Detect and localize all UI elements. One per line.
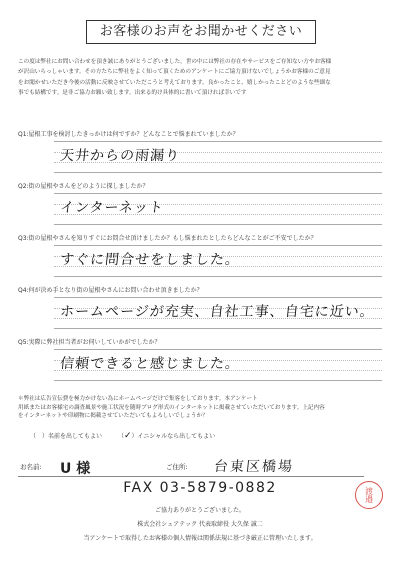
answer-box [54, 141, 382, 173]
question-3 [18, 235, 382, 277]
note-line: ＊弊社は広告宣伝費を極力かけない為にホームページだけで集客をしております。本アンケート [18, 396, 258, 402]
handwritten-answer: ホームページが充実、自社工事、自宅に近い。 [59, 304, 376, 320]
footer-company: 株式会社シェアテック 代表取締役 大久保 誠二 [137, 521, 263, 528]
handwritten-answer: インターネット [59, 200, 165, 216]
address-value: 台東区橋場 [213, 459, 295, 475]
choice-name-ok[interactable]: （ ）名前を出してもよい [30, 433, 103, 440]
question-label: Q4:何が決め手となり街の屋根やさんにお問い合わせ頂きましたか？ [18, 287, 203, 294]
answer-box [54, 297, 382, 329]
question-1 [18, 131, 382, 173]
answer-box [54, 349, 382, 381]
publication-note [18, 395, 384, 421]
question-label: Q5:実際に弊社担当者がお伺いしていかがでしたか？ [18, 339, 161, 346]
note-line: 用紙またはお客様宅の調査風景や施工状況を随時ブログ形式のインターネットに掲載させていただいております。上記内容 [18, 404, 325, 411]
seal-text: 渡邉 [364, 487, 374, 503]
customer-info-row [18, 458, 364, 477]
intro-line: 事でも結構です。是非ご協力お願い致します。出来る的け具体的に書いて頂ければ幸いです [18, 90, 247, 97]
consent-choices [30, 432, 229, 441]
note-line: をインターネットや印刷物に掲載させていただいてもよろしいでしょうか？ [18, 413, 208, 420]
choice-label: 名前を出してもよい [48, 433, 103, 440]
fax-number: FAX 03-5879-0882 [123, 480, 277, 496]
question-label: Q2:街の屋根やさんをどのように探しましたか？ [18, 183, 149, 190]
handwritten-answer: すぐに問合せをしました。 [59, 252, 241, 268]
handwritten-answer: 信頼できると感じました。 [59, 356, 241, 372]
name-value: U 様 [60, 461, 91, 477]
answer-box [54, 245, 382, 277]
answer-box [54, 193, 382, 225]
handwritten-answer: 天井からの雨漏り [59, 148, 181, 164]
question-5 [18, 339, 382, 381]
choice-label: イニシャルなら出してもよい [137, 433, 216, 440]
question-label: Q3:街の屋根やさんを知りすぐにお問合せ頂けましたか？もし悩まれたとしたらどんなことがご不安でしたか？ [18, 235, 317, 242]
intro-line: この度は弊社にお問い合わせを頂き誠にありがとうございました。世の中には弊社の存在やサービスをご存知ない方やお客様 [18, 59, 332, 65]
intro-line: が沢山いらっしゃいます。その方たちに弊社をよく知って頂くためのアンケートにご協力頂けないでしょうかお客様のご意見 [18, 69, 331, 76]
page-title: お客様のお声をお聞かせください [86, 20, 316, 44]
question-4 [18, 287, 382, 329]
address-label: ご住所: [166, 463, 188, 471]
question-label: Q1:屋根工事を検討したきっかけは何ですか？どんなことで悩まれていましたか？ [18, 131, 239, 138]
footer-thanks: ご協力ありがとうございました。 [154, 507, 245, 514]
intro-line: をお聞かせいただき今後の活動に反映させていただこうと考えております。良かったこと、嬉しかったことどのような些細な [18, 79, 331, 86]
choice-initial-ok[interactable]: （✓）イニシャルなら出してもよい [117, 431, 216, 441]
question-2 [18, 183, 382, 225]
checkmark: ✓ [123, 431, 132, 441]
footer-privacy: 当アンケートで取得したお客様の個人情報は関係法規に基づき厳正に管理いたします。 [83, 535, 317, 542]
name-label: お名前: [20, 463, 42, 471]
intro-text [18, 57, 384, 99]
